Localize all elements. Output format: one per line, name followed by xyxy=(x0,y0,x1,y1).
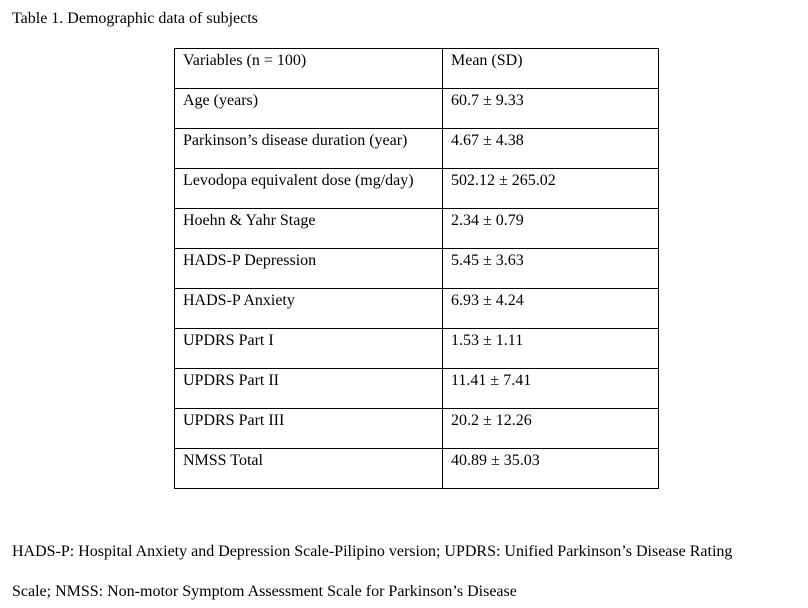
row-variable: HADS-P Depression xyxy=(175,249,443,289)
row-value: 1.53 ± 1.11 xyxy=(443,329,659,369)
row-variable: Hoehn & Yahr Stage xyxy=(175,209,443,249)
table-row xyxy=(175,329,659,369)
row-value: 2.34 ± 0.79 xyxy=(443,209,659,249)
row-value: 11.41 ± 7.41 xyxy=(443,369,659,409)
row-value: 6.93 ± 4.24 xyxy=(443,289,659,329)
row-variable: UPDRS Part III xyxy=(175,409,443,449)
table-row xyxy=(175,169,659,209)
row-variable: HADS-P Anxiety xyxy=(175,289,443,329)
table-row xyxy=(175,449,659,489)
row-value: 5.45 ± 3.63 xyxy=(443,249,659,289)
table-caption: Table 1. Demographic data of subjects xyxy=(12,10,258,27)
row-variable: NMSS Total xyxy=(175,449,443,489)
header-variables: Variables (n = 100) xyxy=(175,49,443,89)
table-header-row xyxy=(175,49,659,89)
row-value: 502.12 ± 265.02 xyxy=(443,169,659,209)
row-variable: Parkinson’s disease duration (year) xyxy=(175,129,443,169)
table-row xyxy=(175,289,659,329)
row-value: 60.7 ± 9.33 xyxy=(443,89,659,129)
row-variable: Age (years) xyxy=(175,89,443,129)
row-variable: UPDRS Part II xyxy=(175,369,443,409)
row-value: 40.89 ± 35.03 xyxy=(443,449,659,489)
table-row xyxy=(175,129,659,169)
row-value: 20.2 ± 12.26 xyxy=(443,409,659,449)
row-variable: UPDRS Part I xyxy=(175,329,443,369)
footnote-line-2: Scale; NMSS: Non-motor Symptom Assessment Scale for Parkinson’s Disease xyxy=(12,583,517,600)
header-mean-sd: Mean (SD) xyxy=(443,49,659,89)
table-row xyxy=(175,89,659,129)
row-variable: Levodopa equivalent dose (mg/day) xyxy=(175,169,443,209)
demographic-table xyxy=(174,48,659,489)
table-row xyxy=(175,249,659,289)
table-row xyxy=(175,369,659,409)
table-row xyxy=(175,409,659,449)
table-row xyxy=(175,209,659,249)
row-value: 4.67 ± 4.38 xyxy=(443,129,659,169)
footnote-line-1: HADS-P: Hospital Anxiety and Depression Scale-Pilipino version; UPDRS: Unified Parkinson’s Disease Rating xyxy=(12,543,733,560)
